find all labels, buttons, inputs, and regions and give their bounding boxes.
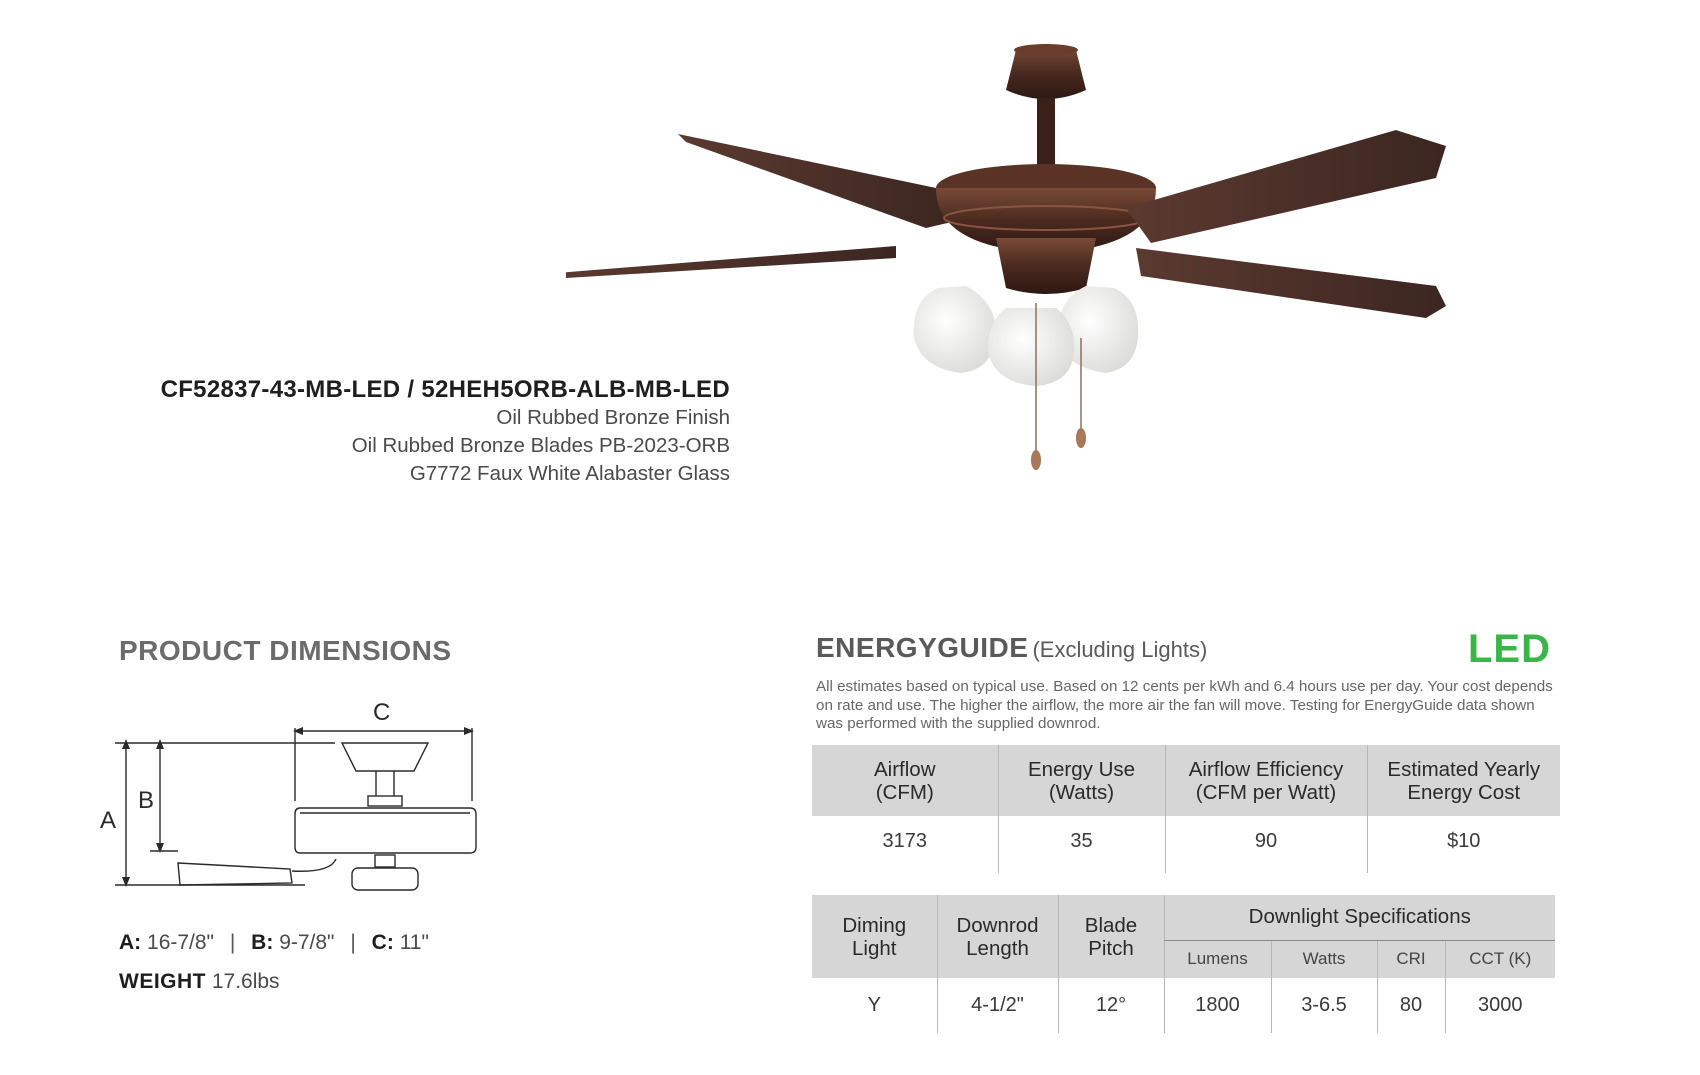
blade-pitch-value: 12° — [1058, 978, 1164, 1033]
header-energy-use: Energy Use (Watts) — [998, 745, 1165, 816]
header-diming-light: Diming Light — [812, 895, 937, 978]
led-badge: LED — [1468, 627, 1551, 671]
separator: | — [350, 931, 356, 954]
lumens-value: 1800 — [1164, 978, 1271, 1033]
energyguide-heading: ENERGYGUIDE — [816, 632, 1029, 663]
energy-table — [812, 745, 1560, 873]
dimension-letter-b: B — [138, 787, 155, 814]
dimension-values — [119, 931, 429, 955]
cri-value: 80 — [1377, 978, 1445, 1033]
dim-c-value: 11" — [399, 931, 429, 954]
weight-label: WEIGHT — [119, 970, 206, 993]
header-airflow: Airflow (CFM) — [812, 745, 998, 816]
header-downlight-specifications: Downlight Specifications — [1164, 895, 1555, 940]
weight-value: 17.6lbs — [211, 970, 280, 993]
diming-light-value: Y — [812, 978, 937, 1033]
dimension-diagram — [100, 683, 500, 908]
header-blade-pitch: Blade Pitch — [1058, 895, 1164, 978]
dim-b-value: 9-7/8" — [279, 931, 335, 954]
downlight-table — [812, 895, 1555, 1033]
dimension-letter-a: A — [100, 807, 117, 834]
energyguide-note: All estimates based on typical use. Based on 12 cents per kWh and 6.4 hours use per day. Your cost depends on rate and use. The higher the airflow, the more air the fan will move. Testing for EnergyGuide data shown was performed with the supplied downrod. — [816, 678, 1553, 732]
weight — [119, 970, 280, 994]
dim-b-label: B: — [251, 931, 274, 954]
yearly-cost-value: $10 — [1367, 816, 1560, 873]
energyguide-subtitle: (Excluding Lights) — [1032, 637, 1208, 662]
efficiency-value: 90 — [1165, 816, 1367, 873]
dim-a-label: A: — [119, 931, 142, 954]
watts-value: 3-6.5 — [1271, 978, 1377, 1033]
ceiling-fan-image — [566, 38, 1536, 528]
header-cri: CRI — [1377, 940, 1445, 978]
header-yearly-cost: Estimated Yearly Energy Cost — [1367, 745, 1560, 816]
dim-c-label: C: — [371, 931, 394, 954]
header-lumens: Lumens — [1164, 940, 1271, 978]
table-row — [812, 816, 1560, 873]
energy-use-value: 35 — [998, 816, 1165, 873]
finish-description: Oil Rubbed Bronze Finish — [496, 406, 730, 429]
glass-description: G7772 Faux White Alabaster Glass — [409, 462, 730, 485]
table-row — [812, 978, 1555, 1033]
energyguide-title — [816, 632, 1207, 664]
dim-a-value: 16-7/8" — [147, 931, 215, 954]
downrod-length-value: 4-1/2" — [937, 978, 1058, 1033]
dimensions-title: PRODUCT DIMENSIONS — [119, 635, 452, 666]
header-airflow-efficiency: Airflow Efficiency (CFM per Watt) — [1165, 745, 1367, 816]
airflow-value: 3173 — [812, 816, 998, 873]
cct-value: 3000 — [1445, 978, 1555, 1033]
dimension-letter-c: C — [373, 699, 391, 726]
header-downrod-length: Downrod Length — [937, 895, 1058, 978]
header-watts: Watts — [1271, 940, 1377, 978]
blade-description: Oil Rubbed Bronze Blades PB-2023-ORB — [351, 434, 730, 457]
model-number: CF52837-43-MB-LED / 52HEH5ORB-ALB-MB-LED — [160, 376, 730, 403]
separator: | — [229, 931, 236, 954]
header-cct: CCT (K) — [1445, 940, 1555, 978]
